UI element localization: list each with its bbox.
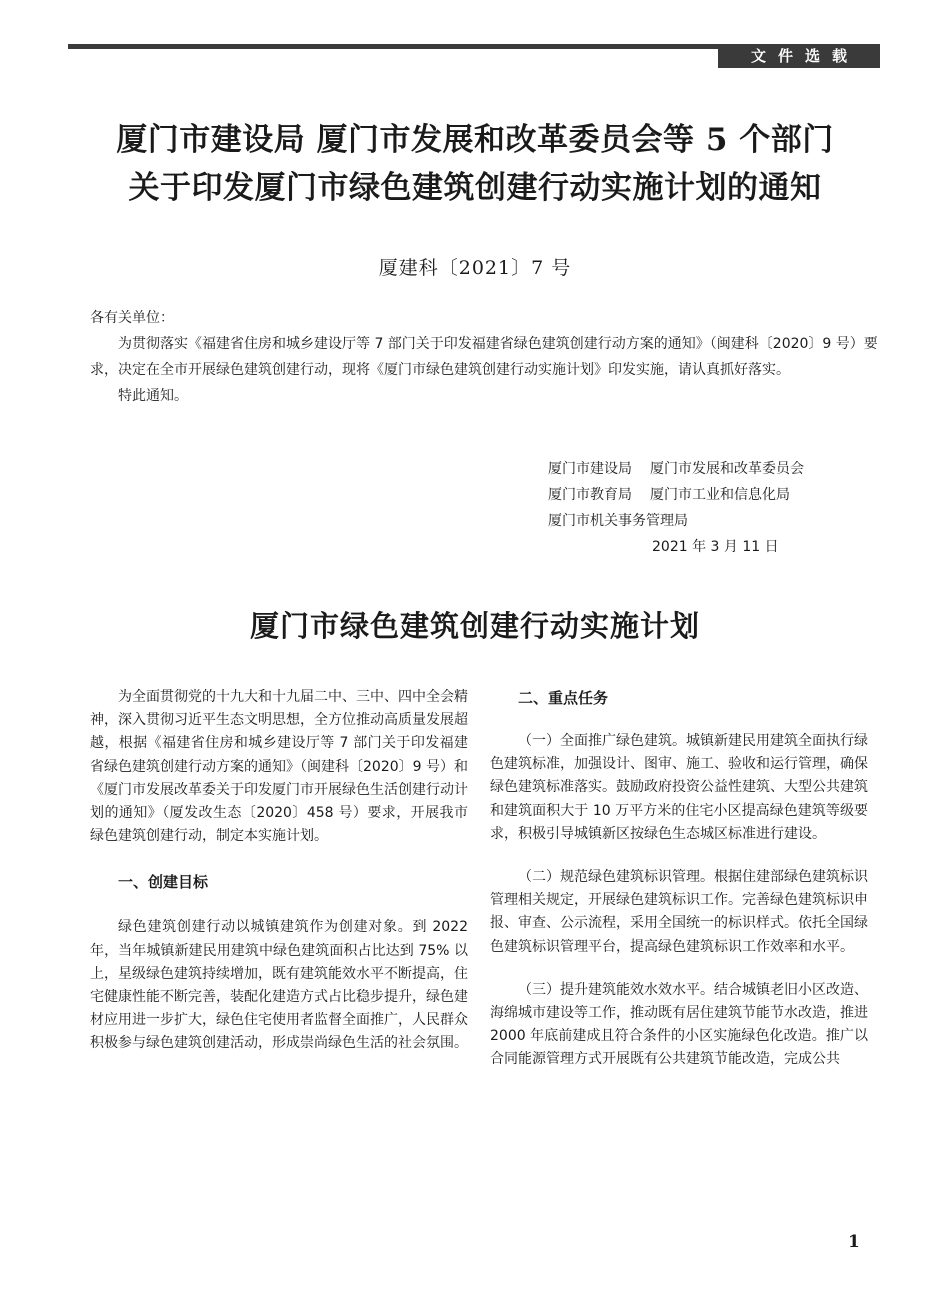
notice-closing: 特此通知。 <box>118 388 188 404</box>
notice-paragraph: 为贯彻落实《福建省住房和城乡建设厅等 7 部门关于印发福建省绿色建筑创建行动方案的通知》（闽建科〔2020〕9 号）要求，决定在全市开展绿色建筑创建行动，现将《厦门市绿色建筑创建行动实施计划》印发实施，请认真抓好落实。 <box>90 336 878 378</box>
section-goals-body: 绿色建筑创建行动以城镇建筑作为创建对象。到 2022 年，当年城镇新建民用建筑中绿色建筑面积占比达到 75% 以上，星级绿色建筑持续增加，既有建筑能效水平不断提高，住宅健康性能不断完善，装配化建造方式占比稳步提升，绿色建材应用进一步扩大，绿色住宅使用者监督全面推广，人民群众积极参与绿色建筑创建活动，形成崇尚绿色生活的社会氛围。 <box>90 919 468 1052</box>
signatory: 厦门市工业和信息化局 <box>650 487 790 503</box>
section-label: 文件选载 <box>718 44 880 68</box>
task-paragraph-2: （二）规范绿色建筑标识管理。根据住建部绿色建筑标识管理相关规定，开展绿色建筑标识工作。完善绿色建筑标识申报、审查、公示流程，采用全国统一的标识样式。依托全国绿色建筑标识管理平台，提高绿色建筑标识工作效率和水平。 <box>490 869 868 955</box>
document-number: 厦建科〔2021〕7 号 <box>378 257 572 279</box>
section-heading-goals: 一、创建目标 <box>118 873 209 892</box>
notice-title-line-1: 厦门市建设局 厦门市发展和改革委员会等 5 个部门 <box>116 122 834 158</box>
signatory: 厦门市发展和改革委员会 <box>650 461 804 477</box>
left-column <box>90 686 468 1056</box>
signatory-row <box>548 508 878 534</box>
plan-intro: 为全面贯彻党的十九大和十九届二中、三中、四中全会精神，深入贯彻习近平生态文明思想，全方位推动高质量发展超越，根据《福建省住房和城乡建设厅等 7 部门关于印发福建省绿色建筑创建行动方案的通知》（闽建科〔2020〕9 号）和《厦门市发展改革委关于印发厦门市开展绿色生活创建行动计划的通知》（厦发改生态〔2020〕458 号）要求，开展我市绿色建筑创建行动，制定本实施计划。 <box>90 689 468 845</box>
signatory-row <box>548 482 878 508</box>
right-column <box>490 686 868 1072</box>
signatory: 厦门市建设局 <box>548 461 632 477</box>
salutation: 各有关单位： <box>90 310 174 326</box>
notice-title-line-2: 关于印发厦门市绿色建筑创建行动实施计划的通知 <box>128 170 822 206</box>
signatory-row <box>548 456 878 482</box>
signatory: 厦门市教育局 <box>548 487 632 503</box>
notice-body <box>90 305 880 409</box>
signature-date: 2021 年 3 月 11 日 <box>652 539 779 555</box>
signature-block <box>548 456 878 560</box>
signatory: 厦门市机关事务管理局 <box>548 513 688 529</box>
task-paragraph-3: （三）提升建筑能效水效水平。结合城镇老旧小区改造、海绵城市建设等工作，推动既有居住建筑节能节水改造，推进 2000 年底前建成且符合条件的小区实施绿色化改造。推广以合同能源管理方式开展既有公共建筑节能改造，完成公共 <box>490 981 868 1068</box>
page-number: 1 <box>848 1232 860 1252</box>
task-paragraph-1: （一）全面推广绿色建筑。城镇新建民用建筑全面执行绿色建筑标准，加强设计、图审、施工、验收和运行管理，确保绿色建筑标准落实。鼓励政府投资公益性建筑、大型公共建筑和建筑面积大于 10 万平方米的住宅小区提高绿色建筑等级要求，积极引导城镇新区按绿色生态城区标准进行建设。 <box>490 733 868 842</box>
notice-title <box>60 116 890 212</box>
plan-title: 厦门市绿色建筑创建行动实施计划 <box>249 609 700 643</box>
section-heading-tasks: 二、重点任务 <box>518 689 609 707</box>
